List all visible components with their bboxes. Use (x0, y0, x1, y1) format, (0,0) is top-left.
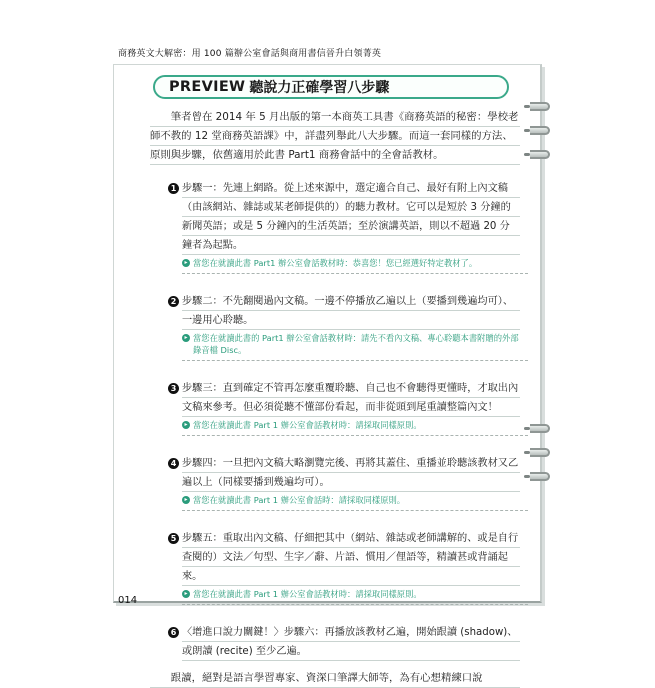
step-number-badge: 1 (168, 183, 179, 194)
preview-label: PREVIEW (169, 79, 246, 95)
step-note (182, 332, 520, 356)
running-head: 商務英文大解密：用 100 篇辦公室會話與商用書信晉升白領菁英 (118, 49, 382, 59)
arrow-right-icon: ▸ (182, 590, 190, 598)
section-title-bar (153, 75, 509, 99)
step-note (182, 588, 520, 600)
binding-ring-icon (530, 102, 550, 111)
step-item (150, 529, 520, 607)
closing-paragraph: 跟讀，絕對是語言學習專家、資深口筆譯大師等，為有心想精練口說 (150, 669, 520, 688)
binding-ring-icon (530, 150, 550, 159)
step-number-badge: 6 (168, 627, 179, 638)
intro-paragraph: 筆者曾在 2014 年 5 月出版的第一本商英工具書《商務英語的秘密：學校老師不教的 12 堂商務英語課》中，詳盡列舉此八大步驟。而這一套同樣的方法、原則與步驟，依舊適用於此書 Part1 商務會話中的全會話教材。 (150, 108, 520, 165)
section-title: 聽說力正確學習八步驟 (249, 80, 390, 96)
binding-ring-icon (530, 448, 550, 457)
step-note-text: 當您在就讀此書的 Part1 辦公室會話教材時：請先不看內文稿、專心聆聽本書附贈的外部錄音檔 Disc。 (193, 333, 519, 355)
step-text: 步驟五：重取出內文稿、仔細把其中（網站、雜誌或老師講解的、或是自行查閱的）文法／句型、生字／辭、片語、慣用／俚語等，精讀甚或背誦起來。 (182, 529, 520, 586)
step-note-text: 當您在就讀此書 Part 1 辦公室會話教材時：請採取同樣原則。 (193, 589, 422, 599)
step-note (182, 494, 520, 506)
step-note-text: 當您在就讀此書 Part 1 辦公室會話時：請採取同樣原則。 (193, 495, 406, 505)
binding-ring-icon (530, 126, 550, 135)
step-item (150, 454, 520, 513)
arrow-right-icon: ▸ (182, 496, 190, 504)
step-item (150, 292, 520, 363)
step-text: 步驟四：一旦把內文稿大略瀏覽完後、再將其蓋住、重播並聆聽該教材又乙遍以上（同樣要播到幾遍均可）。 (182, 454, 520, 492)
step-item (150, 623, 520, 663)
content-area (150, 108, 520, 688)
page-number: 014 (118, 595, 138, 606)
step-text: 步驟一：先連上網路。從上述來源中，選定適合自己、最好有附上內文稿（由該網站、雜誌或某老師提供的）的聽力教材。它可以是短於 3 分鐘的新聞英語；或是 5 分鐘內的生活英語；至於演講英語，則以不超過 20 分鐘者為起點。 (182, 179, 520, 255)
dashed-divider (182, 435, 528, 436)
arrow-right-icon: ▸ (182, 421, 190, 429)
step-number-badge: 2 (168, 296, 179, 307)
step-text: 步驟二：不先翻閱過內文稿。一邊不停播放乙遍以上（要播到幾遍均可）、一邊用心聆聽。 (182, 292, 520, 330)
step-item (150, 179, 520, 276)
step-note (182, 257, 520, 269)
step-note (182, 419, 520, 431)
spiral-binding (530, 102, 552, 492)
binding-ring-icon (530, 424, 550, 433)
arrow-right-icon: ▸ (182, 259, 190, 267)
arrow-right-icon: ▸ (182, 334, 190, 342)
step-number-badge: 5 (168, 533, 179, 544)
step-note-text: 當您在就讀此書 Part1 辦公室會話教材時：恭喜您！您已經選好特定教材了。 (193, 258, 478, 268)
binding-ring-icon (530, 472, 550, 481)
dashed-divider (182, 604, 528, 605)
dashed-divider (182, 273, 528, 274)
step-text: 步驟三：直到確定不管再怎麼重覆聆聽、自己也不會聽得更懂時，才取出內文稿來參考。但必須從聽不懂部份看起，而非從頭到尾重讀整篇內文！ (182, 379, 520, 417)
step-number-badge: 4 (168, 458, 179, 469)
step-number-badge: 3 (168, 383, 179, 394)
step-note-text: 當您在就讀此書 Part 1 辦公室會話教材時：請採取同樣原則。 (193, 420, 422, 430)
dashed-divider (182, 510, 528, 511)
step-item (150, 379, 520, 438)
step-text: 〈增進口說力關鍵！〉步驟六：再播放該教材乙遍，開始跟讀 (shadow)、或朗讀 (recite) 至少乙遍。 (182, 623, 520, 661)
dashed-divider (182, 360, 528, 361)
